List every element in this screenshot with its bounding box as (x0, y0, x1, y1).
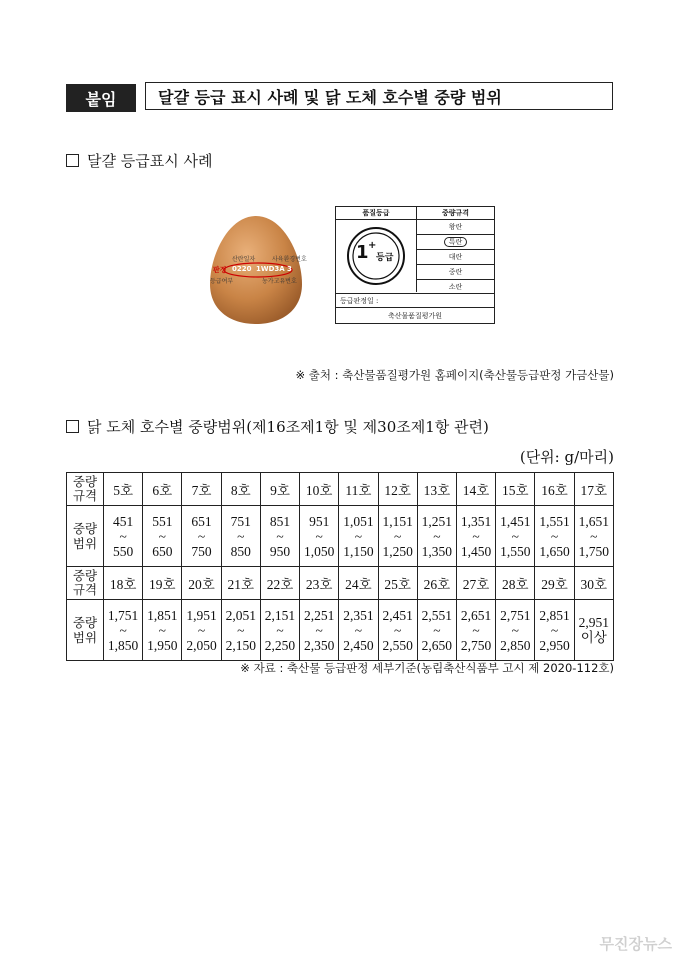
range-cell-last: 2,951 이상 (574, 600, 613, 661)
range-cell: 1,051 ~ 1,150 (339, 506, 378, 567)
size-cell: 15호 (496, 473, 535, 506)
range-cell: 1,351 ~ 1,450 (456, 506, 495, 567)
unit-note: (단위: g/마리) (519, 448, 614, 466)
range-cell: 1,651 ~ 1,750 (574, 506, 613, 567)
range-cell: 1,451 ~ 1,550 (496, 506, 535, 567)
section-heading-egg: 달걀 등급표시 사례 (66, 150, 212, 171)
size-cell: 30호 (574, 567, 613, 600)
range-cell: 1,551 ~ 1,650 (535, 506, 574, 567)
table-row (67, 567, 614, 600)
range-cell: 1,951 ~ 2,050 (182, 600, 221, 661)
page-title: 달걀 등급 표시 사례 및 닭 도체 호수별 중량 범위 (145, 82, 613, 110)
size-cell: 24호 (339, 567, 378, 600)
range-cell: 2,551 ~ 2,650 (417, 600, 456, 661)
size-cell: 23호 (300, 567, 339, 600)
grade-col-header: 품질등급 (336, 207, 417, 220)
size-item: 왕란 (417, 220, 494, 235)
range-cell: 951 ~ 1,050 (300, 506, 339, 567)
egg-grade-label (335, 206, 495, 324)
range-cell: 2,051 ~ 2,150 (221, 600, 260, 661)
egg-mark-num: 3 (287, 265, 292, 273)
checkbox-square-icon (66, 154, 79, 167)
row-label-range: 중량범위 (67, 600, 104, 661)
range-cell: 1,251 ~ 1,350 (417, 506, 456, 567)
weight-range-table (66, 472, 614, 661)
size-cell: 14호 (456, 473, 495, 506)
size-cell: 22호 (260, 567, 299, 600)
range-cell: 2,651 ~ 2,750 (456, 600, 495, 661)
egg-bottom-label: 등급여부 (210, 278, 234, 285)
size-item-selected: 특란 (417, 235, 494, 250)
grade-org: 축산물품질평가원 (387, 312, 443, 320)
grade-suffix: 등급 (376, 253, 394, 263)
size-cell: 29호 (535, 567, 574, 600)
range-cell: 751 ~ 850 (221, 506, 260, 567)
size-cell: 7호 (182, 473, 221, 506)
size-cell: 21호 (221, 567, 260, 600)
attachment-tag: 붙임 (66, 84, 136, 112)
size-cell: 6호 (143, 473, 182, 506)
size-cell: 16호 (535, 473, 574, 506)
size-cell: 27호 (456, 567, 495, 600)
egg-mark-prefix: 판정 (213, 266, 227, 274)
checkbox-square-icon (66, 420, 79, 433)
size-col-header: 중량규격 (417, 207, 494, 220)
size-cell: 8호 (221, 473, 260, 506)
grade-plus: + (368, 240, 377, 251)
row-label-spec: 중량규격 (67, 473, 104, 506)
size-cell: 25호 (378, 567, 417, 600)
range-cell: 2,851 ~ 2,950 (535, 600, 574, 661)
size-cell: 5호 (104, 473, 143, 506)
range-cell: 1,151 ~ 1,250 (378, 506, 417, 567)
range-cell: 2,151 ~ 2,250 (260, 600, 299, 661)
size-cell: 13호 (417, 473, 456, 506)
egg-top-label2: 사육환경번호 (272, 256, 307, 263)
table-row (67, 600, 614, 661)
size-cell: 18호 (104, 567, 143, 600)
range-cell: 651 ~ 750 (182, 506, 221, 567)
size-cell: 11호 (339, 473, 378, 506)
size-cell: 17호 (574, 473, 613, 506)
size-item: 중란 (417, 265, 494, 280)
egg-top-label: 산란일자 (232, 256, 256, 263)
size-item: 대란 (417, 250, 494, 265)
size-cell: 26호 (417, 567, 456, 600)
range-cell: 1,751 ~ 1,850 (104, 600, 143, 661)
table-row (67, 506, 614, 567)
size-cell: 9호 (260, 473, 299, 506)
range-cell: 2,751 ~ 2,850 (496, 600, 535, 661)
size-cell: 10호 (300, 473, 339, 506)
size-cell: 20호 (182, 567, 221, 600)
grade-date: 등급판정일 : (336, 293, 494, 308)
section-heading-chicken: 닭 도체 호수별 중량범위(제16조제1항 및 제30조제1항 관련) (66, 416, 489, 437)
size-item: 소란 (448, 283, 463, 291)
range-cell: 2,351 ~ 2,450 (339, 600, 378, 661)
size-cell: 12호 (378, 473, 417, 506)
row-label-spec: 중량규격 (67, 567, 104, 600)
grade-number: 1 (356, 242, 369, 263)
egg-bottom-label2: 농가고유번호 (262, 278, 297, 285)
grade-seal (336, 220, 417, 292)
table-row (67, 473, 614, 506)
range-cell: 551 ~ 650 (143, 506, 182, 567)
range-cell: 2,251 ~ 2,350 (300, 600, 339, 661)
row-label-range: 중량범위 (67, 506, 104, 567)
size-cell: 19호 (143, 567, 182, 600)
size-list (417, 220, 494, 292)
egg-source-note: ※ 출처 : 축산물품질평가원 홈페이지(축산물등급판정 가금산물) (295, 368, 614, 382)
egg-mark-code: 0220 (232, 265, 252, 273)
range-cell: 451 ~ 550 (104, 506, 143, 567)
table-source-note: ※ 자료 : 축산물 등급판정 세부기준(농림축산식품부 고시 제 2020-112호) (240, 661, 614, 675)
range-cell: 851 ~ 950 (260, 506, 299, 567)
watermark-logo: 무진장뉴스 (599, 935, 672, 953)
size-cell: 28호 (496, 567, 535, 600)
range-cell: 1,851 ~ 1,950 (143, 600, 182, 661)
egg-mark-code2: 1WD3A (256, 265, 285, 273)
range-cell: 2,451 ~ 2,550 (378, 600, 417, 661)
